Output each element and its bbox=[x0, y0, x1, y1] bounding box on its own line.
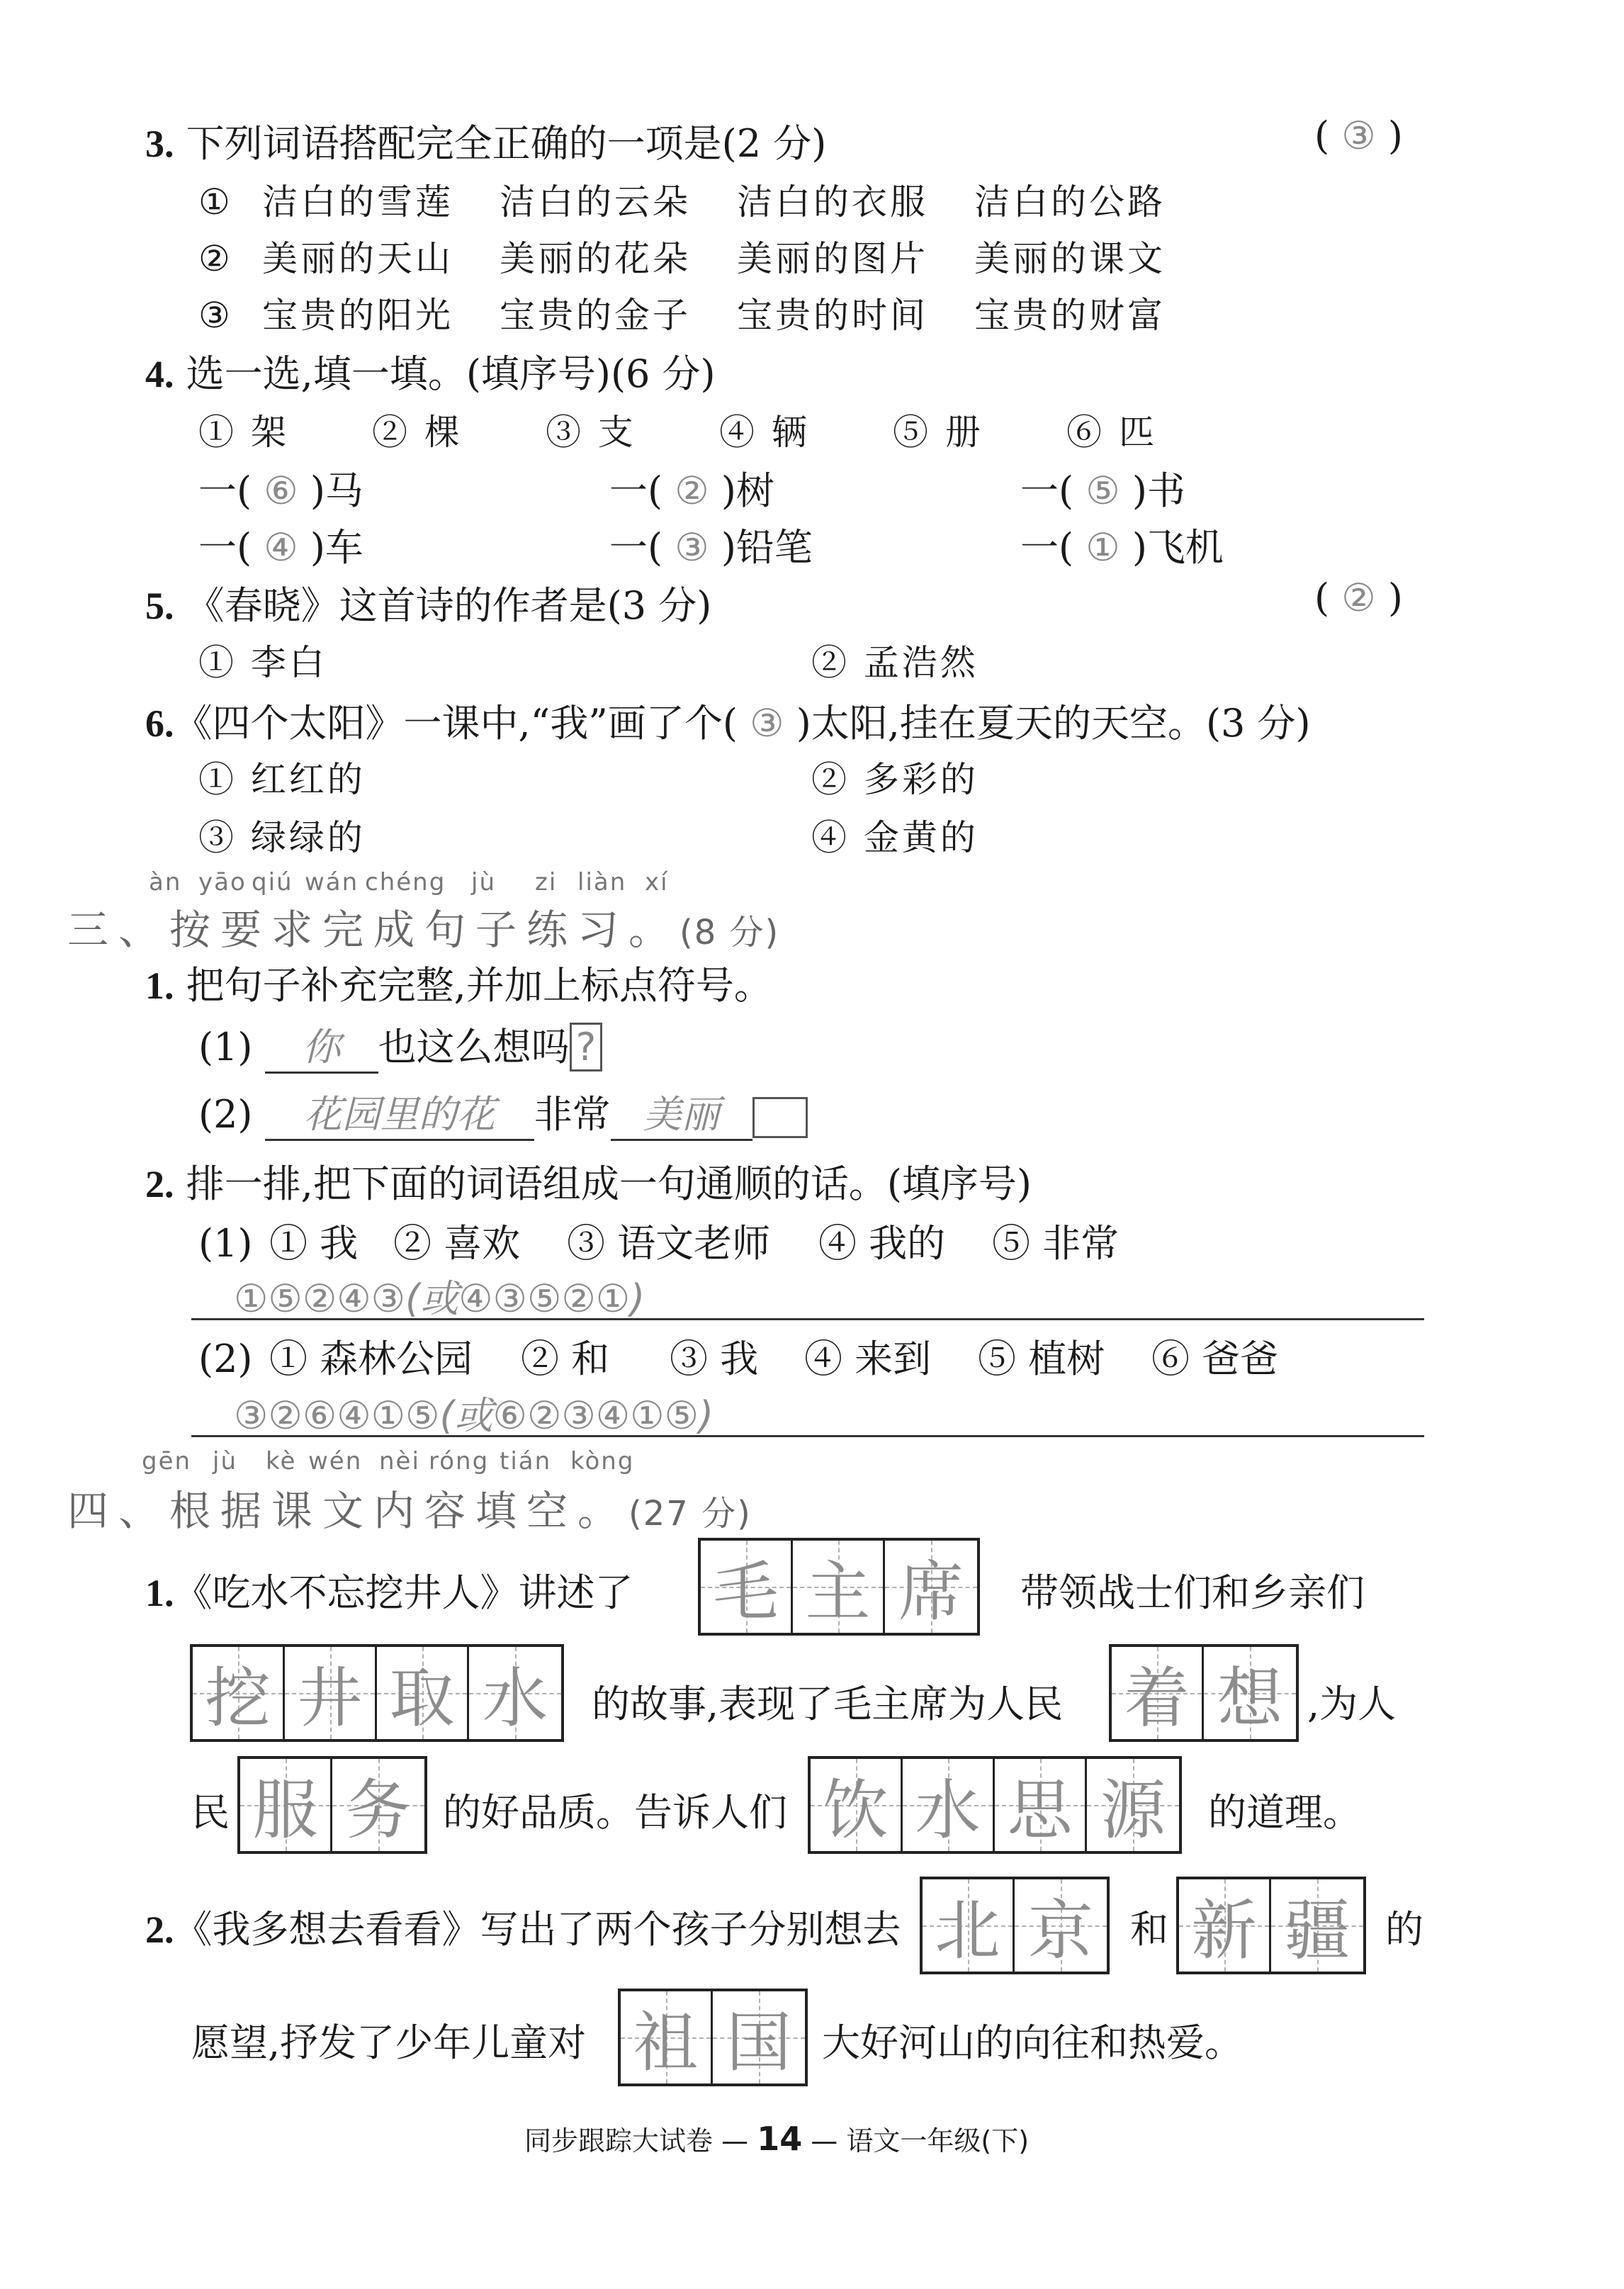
question-6: 6.《四个太阳》一课中,“我”画了个( ③ )太阳,挂在夏天的天空。(3 分) bbox=[145, 701, 1311, 746]
footer-title: 同步跟踪大试卷 bbox=[524, 2125, 714, 2156]
text: 大好河山的向往和热爱。 bbox=[822, 2020, 1243, 2065]
char-cell: 主 bbox=[793, 1541, 885, 1633]
text: 1.《吃水不忘挖井人》讲述了 bbox=[145, 1570, 633, 1615]
section-pinyin: gēn jù kè wén nèi róng tián kòng bbox=[142, 1447, 635, 1475]
char-cell: 务 bbox=[332, 1759, 424, 1851]
question-number: 6. bbox=[145, 702, 174, 745]
fill-blank: 一( ⑤ )书 bbox=[1020, 468, 1185, 513]
character-grid bbox=[237, 1756, 427, 1854]
char-cell: 祖 bbox=[621, 1991, 713, 2083]
fill-blank: 一( ③ )铅笔 bbox=[609, 525, 813, 570]
sentence-1: (1) 你 也这么想吗 ? bbox=[198, 1017, 602, 1074]
char-cell: 水 bbox=[469, 1647, 561, 1739]
option-row: ① 洁白的雪莲 洁白的云朵 洁白的衣服 洁白的公路 bbox=[198, 181, 1166, 223]
character-grid bbox=[618, 1989, 808, 2086]
char-cell: 京 bbox=[1015, 1879, 1107, 1972]
char-cell: 毛 bbox=[701, 1541, 793, 1633]
option-row: ③ 宝贵的阳光 宝贵的金子 宝贵的时间 宝贵的财富 bbox=[198, 295, 1166, 336]
question-5 bbox=[145, 575, 711, 630]
text: 的故事,表现了毛主席为人民 bbox=[592, 1682, 1064, 1726]
char-cell: 疆 bbox=[1271, 1879, 1363, 1972]
answer-bracket: ( ② ) bbox=[1314, 575, 1403, 620]
question-number: 4. bbox=[145, 353, 174, 395]
char-cell: 席 bbox=[885, 1541, 977, 1633]
answer-bracket: ( ③ ) bbox=[1314, 113, 1403, 158]
option-item: ① 红红的 bbox=[198, 759, 366, 800]
option-item: ③ 绿绿的 bbox=[198, 817, 366, 858]
fill-blank: 一( ⑥ )马 bbox=[198, 468, 363, 513]
answer-1: ①⑤②④③(或④③⑤②①) bbox=[234, 1276, 645, 1321]
option-item: ② 孟浩然 bbox=[811, 642, 979, 683]
punct-box: ? bbox=[570, 1023, 603, 1072]
text: 和 bbox=[1130, 1907, 1168, 1952]
text: 愿望,抒发了少年儿童对 bbox=[191, 2020, 587, 2065]
answer-value: ③ bbox=[750, 701, 784, 746]
fill-blank: 一( ④ )车 bbox=[198, 525, 363, 570]
char-cell: 国 bbox=[713, 1991, 805, 2083]
section-pinyin: àn yāo qiú wán chéng jù zi liàn xí bbox=[149, 868, 669, 896]
char-cell: 服 bbox=[240, 1759, 332, 1851]
text: 的道理。 bbox=[1208, 1790, 1361, 1835]
char-cell: 取 bbox=[377, 1647, 469, 1739]
question-number: 5. bbox=[145, 585, 174, 627]
answer-value: ③ bbox=[1341, 113, 1376, 158]
page-number: 14 bbox=[757, 2120, 803, 2158]
char-cell: 源 bbox=[1087, 1759, 1179, 1851]
character-grid bbox=[698, 1538, 980, 1636]
char-cell: 井 bbox=[285, 1647, 377, 1739]
char-cell: 想 bbox=[1204, 1647, 1296, 1739]
text: 带领战士们和乡亲们 bbox=[1020, 1570, 1365, 1615]
fill-blank: 一( ② )树 bbox=[609, 468, 774, 513]
question-3 bbox=[145, 113, 826, 168]
character-grid bbox=[808, 1756, 1182, 1854]
answer-line bbox=[191, 1435, 1424, 1437]
character-grid bbox=[1109, 1644, 1299, 1742]
footer: 同步跟踪大试卷 — 14 — 语文一年级(下) bbox=[524, 2120, 1030, 2158]
footer-subject: 语文一年级(下) bbox=[846, 2125, 1030, 2156]
text: 2.《我多想去看看》写出了两个孩子分别想去 bbox=[145, 1907, 901, 1952]
question-text: 下列词语搭配完全正确的一项是(2 分) bbox=[186, 121, 827, 166]
word-list-2: (2) ① 森林公园 ② 和 ③ 我 ④ 来到 ⑤ 植树 ⑥ 爸爸 bbox=[198, 1337, 1279, 1381]
question-2: 2. 排一排,把下面的词语组成一句通顺的话。(填序号) bbox=[145, 1162, 1032, 1206]
option-item: ① 李白 bbox=[198, 642, 327, 683]
char-cell: 水 bbox=[903, 1759, 995, 1851]
question-text: 《春晓》这首诗的作者是(3 分) bbox=[186, 583, 712, 628]
character-grid bbox=[1176, 1877, 1366, 1974]
char-cell: 挖 bbox=[193, 1647, 285, 1739]
choice-row: ① 架 ② 棵 ③ 支 ④ 辆 ⑤ 册 ⑥ 匹 bbox=[198, 412, 1157, 453]
text: 民 bbox=[191, 1790, 230, 1835]
word-list-1: (1) ① 我 ② 喜欢 ③ 语文老师 ④ 我的 ⑤ 非常 bbox=[198, 1221, 1120, 1266]
option-row: ② 美丽的天山 美丽的花朵 美丽的图片 美丽的课文 bbox=[198, 238, 1166, 279]
text: ,为人 bbox=[1307, 1682, 1397, 1726]
section-title: 三、按要求完成句子练习。(8 分) bbox=[67, 906, 780, 954]
character-grid bbox=[920, 1877, 1110, 1974]
question-1: 1. 把句子补充完整,并加上标点符号。 bbox=[145, 963, 772, 1008]
option-item: ④ 金黄的 bbox=[811, 817, 979, 858]
question-number: 3. bbox=[145, 123, 174, 165]
char-cell: 新 bbox=[1179, 1879, 1271, 1972]
text: 的 bbox=[1385, 1907, 1423, 1952]
answer-line bbox=[191, 1318, 1424, 1320]
answer-value: ② bbox=[1341, 575, 1376, 620]
char-cell: 思 bbox=[995, 1759, 1087, 1851]
stamp-box bbox=[752, 1097, 808, 1138]
text: 的好品质。告诉人们 bbox=[443, 1790, 787, 1835]
option-item: ② 多彩的 bbox=[811, 759, 979, 800]
char-cell: 着 bbox=[1112, 1647, 1204, 1739]
question-4 bbox=[145, 344, 716, 398]
char-cell: 饮 bbox=[811, 1759, 903, 1851]
fill-blank: 一( ① )飞机 bbox=[1020, 525, 1224, 570]
answer-2: ③②⑥④①⑤(或⑥②③④①⑤) bbox=[234, 1393, 714, 1438]
char-cell: 北 bbox=[923, 1879, 1015, 1972]
question-text: 选一选,填一填。(填序号)(6 分) bbox=[186, 351, 716, 396]
sentence-2: (2) 花园里的花 非常 美丽 bbox=[198, 1084, 808, 1141]
character-grid bbox=[190, 1644, 564, 1742]
section-title: 四、根据课文内容填空。(27 分) bbox=[67, 1487, 752, 1535]
